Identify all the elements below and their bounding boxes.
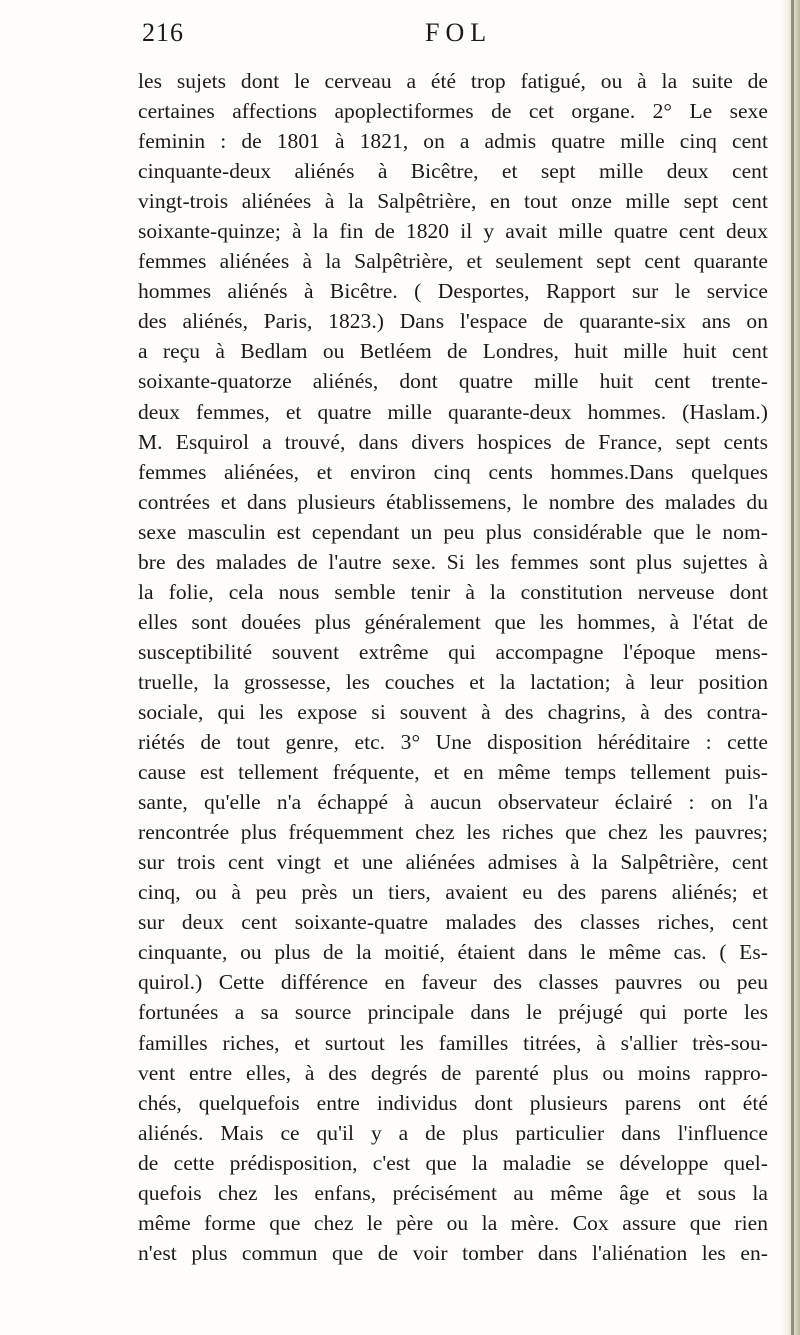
page-header (142, 18, 702, 54)
text-line: cinquante-deux aliénés à Bicêtre, et sept mille deux cent (138, 159, 768, 184)
text-line: vingt-trois aliénées à la Salpêtrière, en tout onze mille sept cent (138, 189, 768, 214)
text-line: femmes aliénées, et environ cinq cents hommes.Dans quelques (138, 459, 768, 484)
text-line: aliénés. Mais ce qu'il y a de plus particulier dans l'influence (138, 1120, 768, 1145)
text-line: sociale, qui les expose si souvent à des chagrins, à des contra- (138, 699, 768, 724)
page-edge-shadow (791, 0, 794, 1335)
text-line: bre des malades de l'autre sexe. Si les femmes sont plus sujettes à (138, 549, 768, 574)
text-line: sexe masculin est cependant un peu plus considérable que le nom- (138, 519, 768, 544)
text-line: riétés de tout genre, etc. 3° Une disposition héréditaire : cette (138, 730, 768, 755)
text-line: les sujets dont le cerveau a été trop fatigué, ou à la suite de (138, 69, 768, 93)
text-line: susceptibilité souvent extrême qui accompagne l'époque mens- (138, 639, 768, 664)
text-line: quefois chez les enfans, précisément au même âge et sous la (138, 1180, 768, 1205)
text-line: a reçu à Bedlam ou Betléem de Londres, huit mille huit cent (138, 339, 768, 364)
text-line: certaines affections apoplectiformes de cet organe. 2° Le sexe (138, 99, 768, 124)
text-line: feminin : de 1801 à 1821, on a admis quatre mille cinq cent (138, 129, 768, 154)
page-number: 216 (142, 18, 184, 47)
text-line: sur trois cent vingt et une aliénées admises à la Salpêtrière, cent (138, 850, 768, 875)
text-line: soixante-quatorze aliénés, dont quatre mille huit cent trente- (138, 369, 768, 394)
text-line: hommes aliénés à Bicêtre. ( Desportes, Rapport sur le service (138, 279, 768, 304)
text-line: cause est tellement fréquente, et en même temps tellement puis- (138, 760, 768, 785)
text-line: deux femmes, et quatre mille quarante-deux hommes. (Haslam.) (138, 399, 768, 424)
text-line: sante, qu'elle n'a échappé à aucun observateur éclairé : on l'a (138, 790, 768, 815)
text-line: truelle, la grossesse, les couches et la lactation; à leur position (138, 669, 768, 694)
text-line: rencontrée plus fréquemment chez les riches que chez les pauvres; (138, 820, 768, 845)
text-line: de cette prédisposition, c'est que la maladie se développe quel- (138, 1150, 768, 1175)
text-line: cinquante, ou plus de la moitié, étaient dans le même cas. ( Es- (138, 940, 768, 965)
text-line: familles riches, et surtout les familles titrées, à s'allier très-sou- (138, 1030, 768, 1055)
text-line: quirol.) Cette différence en faveur des classes pauvres ou peu (138, 970, 768, 995)
text-line: même forme que chez le père ou la mère. Cox assure que rien (138, 1210, 768, 1235)
text-line: soixante-quinze; à la fin de 1820 il y avait mille quatre cent deux (138, 219, 768, 244)
body-text (138, 66, 768, 1268)
text-line: M. Esquirol a trouvé, dans divers hospices de France, sept cents (138, 429, 768, 454)
text-line: fortunées a sa source principale dans le préjugé qui porte les (138, 1000, 768, 1025)
text-line: contrées et dans plusieurs établissemens, le nombre des malades du (138, 489, 768, 514)
running-head: FOL (425, 18, 493, 47)
text-line: elles sont douées plus généralement que les hommes, à l'état de (138, 609, 768, 634)
text-line: femmes aliénées à la Salpêtrière, et seulement sept cent quarante (138, 249, 768, 274)
text-line: chés, quelquefois entre individus dont plusieurs parens ont été (138, 1090, 768, 1115)
text-line: n'est plus commun que de voir tomber dans l'aliénation les en- (138, 1240, 768, 1265)
text-line: vent entre elles, à des degrés de parenté plus ou moins rappro- (138, 1060, 768, 1085)
text-line: la folie, cela nous semble tenir à la constitution nerveuse dont (138, 579, 768, 604)
text-line: sur deux cent soixante-quatre malades des classes riches, cent (138, 910, 768, 935)
page-edge (780, 0, 800, 1335)
text-line: cinq, ou à peu près un tiers, avaient eu des parens aliénés; et (138, 880, 768, 905)
text-line: des aliénés, Paris, 1823.) Dans l'espace de quarante-six ans on (138, 309, 768, 334)
